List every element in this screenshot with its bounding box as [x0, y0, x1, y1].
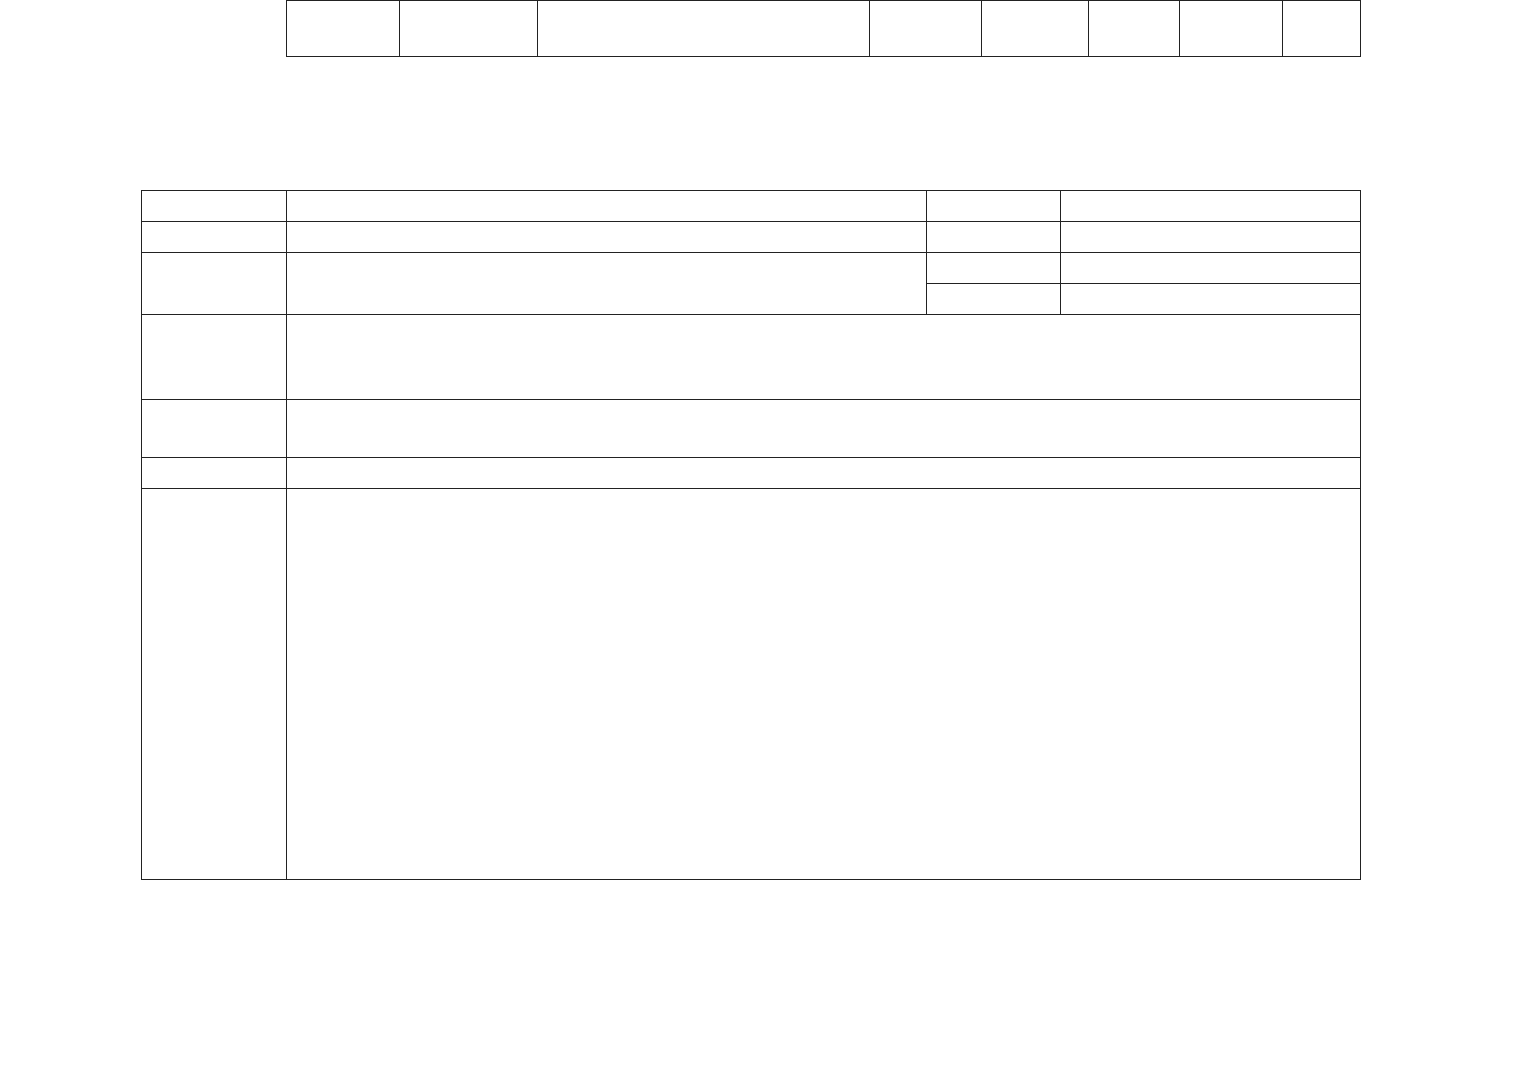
category-label [927, 222, 1061, 253]
basis-label [142, 400, 287, 458]
header-cell [538, 1, 870, 57]
header-cell [1089, 1, 1180, 57]
header-cell [287, 1, 400, 57]
budget-value [287, 253, 927, 315]
overview-value [287, 315, 1361, 400]
basis-value [287, 400, 1361, 458]
project-name-label [142, 191, 287, 222]
goal-label [142, 458, 287, 489]
header-cell [400, 1, 538, 57]
indicators-label [142, 489, 287, 880]
upper-value [1061, 284, 1361, 315]
dept-label [927, 191, 1061, 222]
category-value [1061, 222, 1361, 253]
project-name-value [287, 191, 927, 222]
header-cell [870, 1, 982, 57]
indicators-cell [287, 489, 1361, 880]
weight-label [142, 222, 287, 253]
upper-label [927, 284, 1061, 315]
local-label [927, 253, 1061, 284]
dept-value [1061, 191, 1361, 222]
budget-label [142, 253, 287, 315]
local-value [1061, 253, 1361, 284]
overview-label [142, 315, 287, 400]
indicators-header-row [287, 1, 1361, 57]
goal-value [287, 458, 1361, 489]
header-cell [1180, 1, 1283, 57]
header-cell [982, 1, 1089, 57]
header-cell [1283, 1, 1361, 57]
indicators-table [286, 0, 1361, 57]
project-table [141, 190, 1361, 880]
weight-value [287, 222, 927, 253]
